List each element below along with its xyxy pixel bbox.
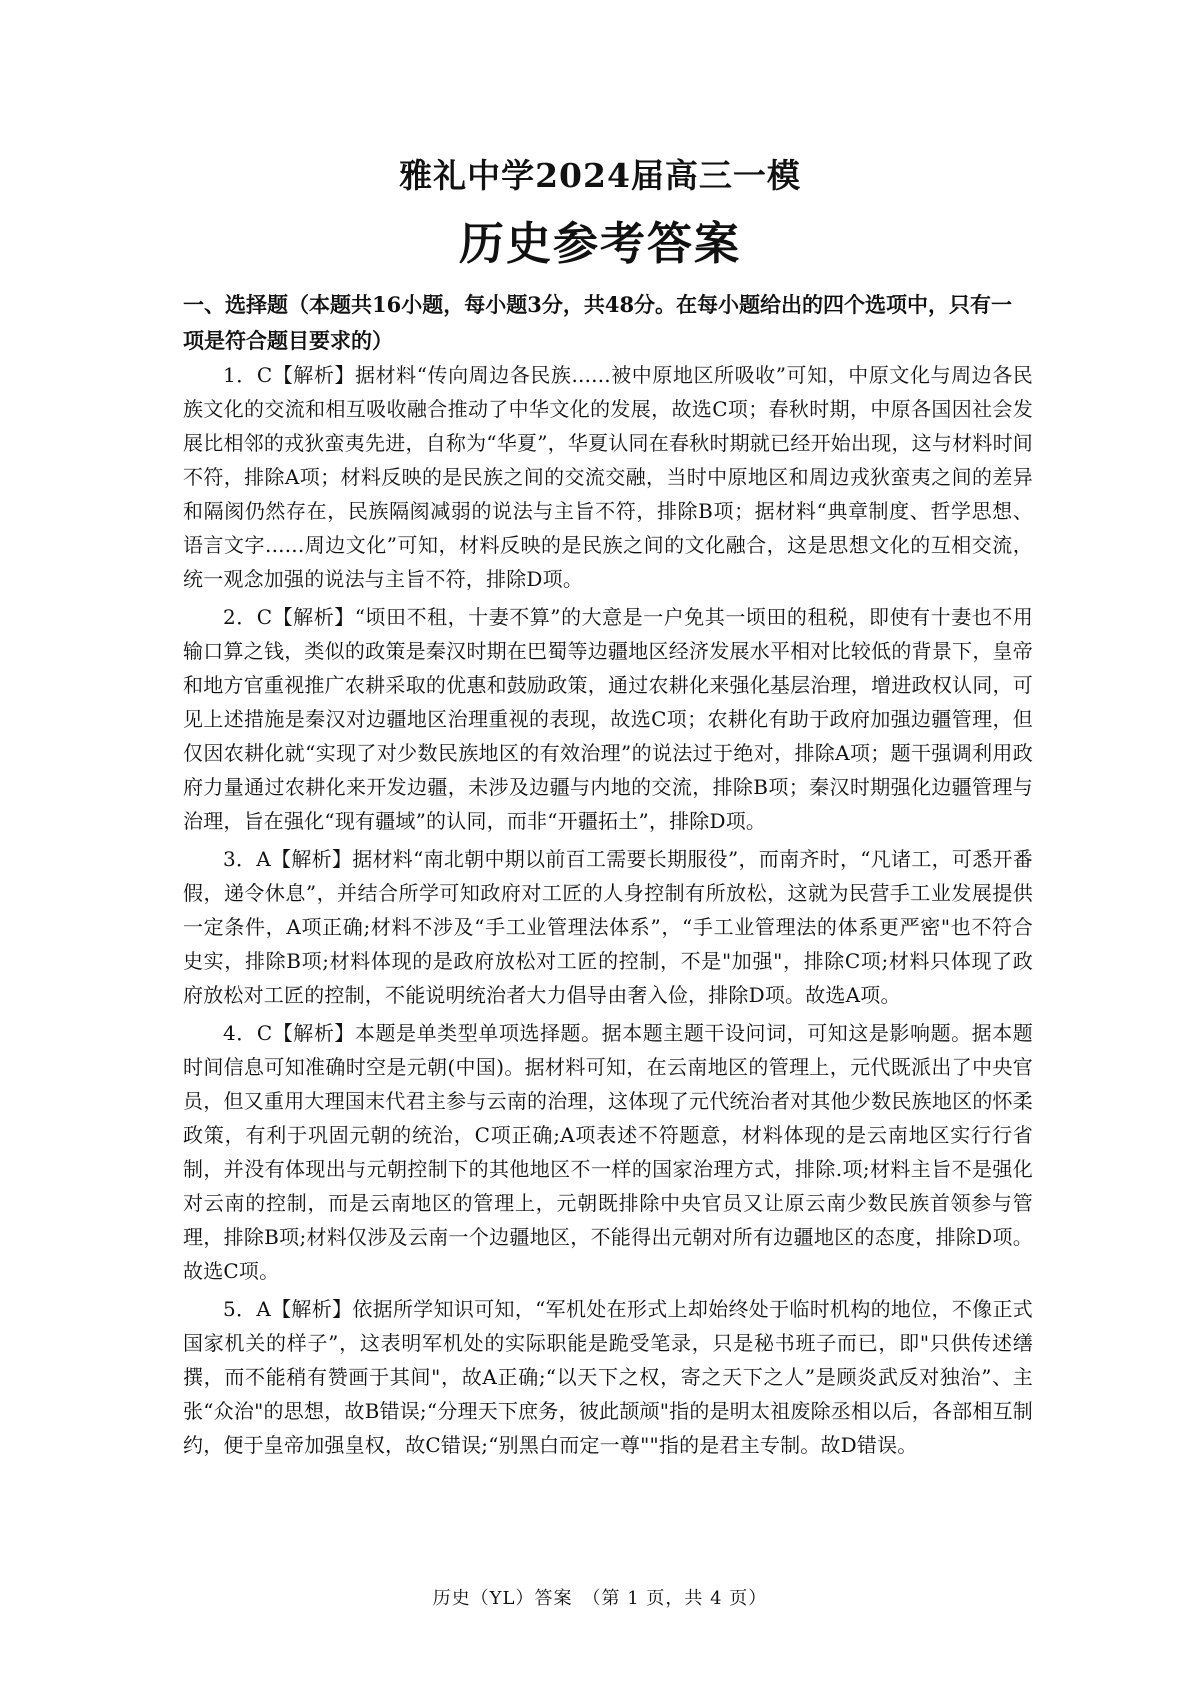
answer-item-4: 4．C【解析】本题是单类型单项选择题。据本题主题干设问词，可知这是影响题。据本题时间信息可知准确时空是元朝(中国)。据材料可知，在云南地区的管理上，元代既派出了中央官员，但又重用大理国末代君主参与云南的治理，这体现了元代统治者对其他少数民族地区的怀柔政策，有利于巩固元朝的统治，C项正确;A项表述不符题意，材料体现的是云南地区实行行省制，并没有体现出与元朝控制下的其他地区不一样的国家治理方式，排除.项;材料主旨不是强化对云南的控制，而是云南地区的管理上，元朝既排除中央官员又让原云南少数民族首领参与管理，排除B项;材料仅涉及云南一个边疆地区，不能得出元朝对所有边疆地区的态度，排除D项。故选C项。	[183, 1021, 1033, 1283]
answer-item-5: 5．A【解析】依据所学知识可知，“军机处在形式上却始终处于临时机构的地位，不像正式国家机关的样子”，这表明军机处的实际职能是跪受笔录，只是秘书班子而已，即"只供传述缮撰，而不能稍有赞画于其间"，故A正确;“以天下之权，寄之天下之人”是顾炎武反对独治”、主张“众治"的思想，故B错误;“分理天下庶务，彼此颉颃"指的是明太祖废除丞相以后，各部相互制约，便于皇帝加强皇权，故C错误;“别黑白而定一尊""指的是君主专制。故D错误。	[183, 1297, 1033, 1457]
answer-item-1: 1．C【解析】据材料“传向周边各民族......被中原地区所吸收”可知，中原文化与周边各民族文化的交流和相互吸收融合推动了中华文化的发展，故选C项；春秋时期，中原各国因社会发展比相邻的戎狄蛮夷先进，自称为“华夏”，华夏认同在春秋时期就已经开始出现，这与材料时间不符，排除A项；材料反映的是民族之间的交流交融，当时中原地区和周边戎狄蛮夷之间的差异和隔阂仍然存在，民族隔阂减弱的说法与主旨不符，排除B项；据材料“典章制度、哲学思想、语言文字......周边文化”可知，材料反映的是民族之间的文化融合，这是思想文化的互相交流，统一观念加强的说法与主旨不符，排除D项。	[183, 363, 1033, 591]
document-subtitle: 历史参考答案	[458, 217, 741, 270]
answer-item-3: 3．A【解析】据材料“南北朝中期以前百工需要长期服役”，而南齐时，“凡诸工，可悉开番假，递令休息”，并结合所学可知政府对工匠的人身控制有所放松，这就为民营手工业发展提供一定条件，A项正确;材料不涉及“手工业管理法体系”，“手工业管理法的体系更严密"也不符合史实，排除B项;材料体现的是政府放松对工匠的控制，不是"加强"，排除C项;材料只体现了政府放松对工匠的控制，不能说明统治者大力倡导由奢入俭，排除D项。故选A项。	[183, 847, 1033, 1007]
answer-list	[183, 358, 1033, 1466]
answer-item-2: 2．C【解析】“顷田不租，十妻不算”的大意是一户免其一顷田的租税，即使有十妻也不用输口算之钱，类似的政策是秦汉时期在巴蜀等边疆地区经济发展水平相对比较低的背景下，皇帝和地方官重视推广农耕采取的优惠和鼓励政策，通过农耕化来强化基层治理，增进政权认同，可见上述措施是秦汉对边疆地区治理重视的表现，故选C项；农耕化有助于政府加强边疆管理，但仅因农耕化就“实现了对少数民族地区的有效治理”的说法过于绝对，排除A项；题干强调利用政府力量通过农耕化来开发边疆，未涉及边疆与内地的交流，排除B项；秦汉时期强化边疆管理与治理，旨在强化“现有疆域”的认同，而非“开疆拓土”，排除D项。	[183, 605, 1033, 833]
page-footer: 历史（YL）答案 （第 1 页，共 4 页）	[432, 1588, 768, 1609]
document-title: 雅礼中学2024届高三一模	[399, 156, 801, 195]
section-heading-multiple-choice: 一、选择题（本题共16小题，每小题3分，共48分。在每小题给出的四个选项中，只有一项是符合题目要求的）	[183, 292, 1013, 353]
